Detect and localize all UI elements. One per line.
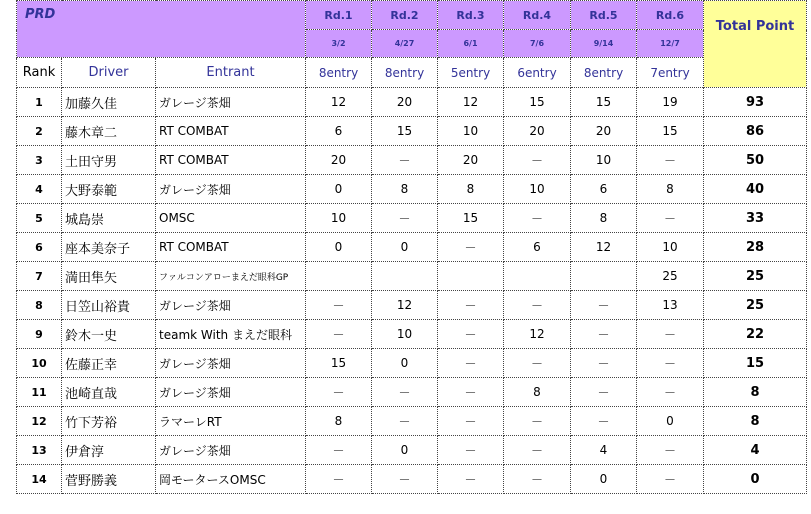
round-points: － bbox=[571, 320, 637, 349]
round-points: 8 bbox=[637, 175, 704, 204]
total-points: 86 bbox=[704, 117, 807, 146]
round-points: 12 bbox=[306, 88, 372, 117]
total-points: 28 bbox=[704, 233, 807, 262]
entrant-name: ガレージ茶畑 bbox=[156, 88, 306, 117]
round-points: － bbox=[571, 291, 637, 320]
rank-cell: 6 bbox=[17, 233, 62, 262]
rank-cell: 2 bbox=[17, 117, 62, 146]
round-entry-count: 8entry bbox=[372, 58, 438, 88]
round-points: － bbox=[504, 204, 571, 233]
round-points: － bbox=[637, 204, 704, 233]
round-points: － bbox=[306, 320, 372, 349]
table-row bbox=[17, 349, 807, 378]
round-points: 8 bbox=[438, 175, 504, 204]
table-row bbox=[17, 465, 807, 494]
round-points: － bbox=[637, 465, 704, 494]
round-points: － bbox=[438, 320, 504, 349]
driver-column-header: Driver bbox=[62, 58, 156, 88]
round-points: － bbox=[504, 291, 571, 320]
round-points: 20 bbox=[372, 88, 438, 117]
round-points: － bbox=[504, 407, 571, 436]
round-points: － bbox=[372, 378, 438, 407]
table-row bbox=[17, 291, 807, 320]
round-entry-count: 7entry bbox=[637, 58, 704, 88]
total-points: 4 bbox=[704, 436, 807, 465]
round-entry-count: 6entry bbox=[504, 58, 571, 88]
total-point-header: Total Point bbox=[704, 1, 807, 88]
round-points: － bbox=[372, 146, 438, 175]
round-points: － bbox=[571, 407, 637, 436]
driver-name: 大野泰範 bbox=[62, 175, 156, 204]
class-header-cell bbox=[17, 1, 306, 58]
entrant-name: ガレージ茶畑 bbox=[156, 349, 306, 378]
round-label: Rd.4 bbox=[504, 1, 571, 30]
round-points bbox=[372, 262, 438, 291]
total-points: 22 bbox=[704, 320, 807, 349]
round-points: 0 bbox=[306, 175, 372, 204]
rank-column-header: Rank bbox=[17, 58, 62, 88]
rank-cell: 7 bbox=[17, 262, 62, 291]
total-points: 40 bbox=[704, 175, 807, 204]
round-points: 10 bbox=[438, 117, 504, 146]
round-points bbox=[504, 262, 571, 291]
round-points: 15 bbox=[306, 349, 372, 378]
round-entry-count: 8entry bbox=[571, 58, 637, 88]
driver-name: 鈴木一史 bbox=[62, 320, 156, 349]
driver-name: 佐藤正幸 bbox=[62, 349, 156, 378]
round-points: 8 bbox=[372, 175, 438, 204]
round-points: 15 bbox=[372, 117, 438, 146]
entrant-name: teamk With まえだ眼科 bbox=[156, 320, 306, 349]
table-row bbox=[17, 146, 807, 175]
round-points: － bbox=[306, 291, 372, 320]
total-points: 8 bbox=[704, 407, 807, 436]
entrant-name: OMSC bbox=[156, 204, 306, 233]
total-points: 93 bbox=[704, 88, 807, 117]
round-points: － bbox=[306, 436, 372, 465]
round-points: 0 bbox=[637, 407, 704, 436]
round-points: 19 bbox=[637, 88, 704, 117]
driver-name: 日笠山裕貴 bbox=[62, 291, 156, 320]
round-points: 10 bbox=[571, 146, 637, 175]
round-date: 9/14 bbox=[571, 30, 637, 58]
round-points: 20 bbox=[571, 117, 637, 146]
rank-cell: 4 bbox=[17, 175, 62, 204]
round-points: 15 bbox=[438, 204, 504, 233]
table-row bbox=[17, 233, 807, 262]
driver-name: 満田隼矢 bbox=[62, 262, 156, 291]
round-date: 3/2 bbox=[306, 30, 372, 58]
rank-cell: 13 bbox=[17, 436, 62, 465]
entrant-name: ガレージ茶畑 bbox=[156, 175, 306, 204]
round-label: Rd.5 bbox=[571, 1, 637, 30]
table-row bbox=[17, 175, 807, 204]
round-points: 10 bbox=[372, 320, 438, 349]
total-points: 25 bbox=[704, 291, 807, 320]
entrant-name: ガレージ茶畑 bbox=[156, 378, 306, 407]
entrant-name: RT COMBAT bbox=[156, 146, 306, 175]
standings-table bbox=[16, 0, 807, 494]
total-points: 15 bbox=[704, 349, 807, 378]
round-points: 10 bbox=[504, 175, 571, 204]
round-points: － bbox=[637, 378, 704, 407]
rank-cell: 3 bbox=[17, 146, 62, 175]
round-points: 0 bbox=[571, 465, 637, 494]
round-points: － bbox=[571, 378, 637, 407]
round-points: － bbox=[637, 320, 704, 349]
round-points: － bbox=[571, 349, 637, 378]
round-date: 12/7 bbox=[637, 30, 704, 58]
round-points: － bbox=[637, 349, 704, 378]
round-points bbox=[438, 262, 504, 291]
round-points: － bbox=[438, 436, 504, 465]
rank-cell: 5 bbox=[17, 204, 62, 233]
round-points: － bbox=[504, 146, 571, 175]
entrant-column-header: Entrant bbox=[156, 58, 306, 88]
driver-name: 座本美奈子 bbox=[62, 233, 156, 262]
table-row bbox=[17, 320, 807, 349]
rank-cell: 8 bbox=[17, 291, 62, 320]
driver-name: 竹下芳裕 bbox=[62, 407, 156, 436]
round-date: 7/6 bbox=[504, 30, 571, 58]
round-points: 10 bbox=[306, 204, 372, 233]
round-points: － bbox=[306, 378, 372, 407]
round-points: 0 bbox=[306, 233, 372, 262]
round-points: 20 bbox=[504, 117, 571, 146]
round-points: 6 bbox=[306, 117, 372, 146]
entrant-name: RT COMBAT bbox=[156, 233, 306, 262]
total-points: 33 bbox=[704, 204, 807, 233]
entrant-name: ラマーレRT bbox=[156, 407, 306, 436]
round-points: － bbox=[438, 233, 504, 262]
round-points: － bbox=[504, 349, 571, 378]
round-points: － bbox=[637, 146, 704, 175]
round-label: Rd.2 bbox=[372, 1, 438, 30]
class-title: PRD bbox=[25, 7, 56, 22]
rank-cell: 10 bbox=[17, 349, 62, 378]
round-points: 10 bbox=[637, 233, 704, 262]
round-points: 0 bbox=[372, 233, 438, 262]
entrant-name: ガレージ茶畑 bbox=[156, 436, 306, 465]
rank-cell: 14 bbox=[17, 465, 62, 494]
round-points: － bbox=[372, 407, 438, 436]
total-points: 8 bbox=[704, 378, 807, 407]
entrant-name: ファルコンアローまえだ眼科GP bbox=[156, 262, 306, 291]
entrant-name: ガレージ茶畑 bbox=[156, 291, 306, 320]
round-date: 4/27 bbox=[372, 30, 438, 58]
round-points: 20 bbox=[438, 146, 504, 175]
round-points bbox=[571, 262, 637, 291]
round-points: 15 bbox=[504, 88, 571, 117]
round-points bbox=[306, 262, 372, 291]
round-points: － bbox=[438, 378, 504, 407]
driver-name: 加藤久佳 bbox=[62, 88, 156, 117]
round-points: － bbox=[637, 436, 704, 465]
round-label: Rd.6 bbox=[637, 1, 704, 30]
round-points: 6 bbox=[571, 175, 637, 204]
round-label: Rd.1 bbox=[306, 1, 372, 30]
table-row bbox=[17, 436, 807, 465]
table-row bbox=[17, 378, 807, 407]
round-points: 12 bbox=[571, 233, 637, 262]
round-points: 6 bbox=[504, 233, 571, 262]
round-points: － bbox=[306, 465, 372, 494]
round-points: － bbox=[372, 204, 438, 233]
round-points: － bbox=[504, 465, 571, 494]
round-points: － bbox=[438, 291, 504, 320]
driver-name: 城島崇 bbox=[62, 204, 156, 233]
driver-name: 池崎直哉 bbox=[62, 378, 156, 407]
rank-cell: 11 bbox=[17, 378, 62, 407]
total-points: 50 bbox=[704, 146, 807, 175]
round-label: Rd.3 bbox=[438, 1, 504, 30]
entrant-name: RT COMBAT bbox=[156, 117, 306, 146]
round-points: － bbox=[438, 407, 504, 436]
round-points: 8 bbox=[504, 378, 571, 407]
round-points: 15 bbox=[637, 117, 704, 146]
round-points: 15 bbox=[571, 88, 637, 117]
driver-name: 藤木章二 bbox=[62, 117, 156, 146]
rank-cell: 1 bbox=[17, 88, 62, 117]
round-points: － bbox=[438, 465, 504, 494]
round-entry-count: 5entry bbox=[438, 58, 504, 88]
round-points: 20 bbox=[306, 146, 372, 175]
round-points: － bbox=[438, 349, 504, 378]
round-date: 6/1 bbox=[438, 30, 504, 58]
table-row bbox=[17, 117, 807, 146]
table-row bbox=[17, 88, 807, 117]
round-points: 12 bbox=[438, 88, 504, 117]
driver-name: 菅野勝義 bbox=[62, 465, 156, 494]
table-row bbox=[17, 407, 807, 436]
rank-cell: 12 bbox=[17, 407, 62, 436]
round-points: 12 bbox=[504, 320, 571, 349]
round-points: 12 bbox=[372, 291, 438, 320]
round-points: － bbox=[372, 465, 438, 494]
round-entry-count: 8entry bbox=[306, 58, 372, 88]
round-points: 8 bbox=[306, 407, 372, 436]
round-points: 8 bbox=[571, 204, 637, 233]
round-points: 25 bbox=[637, 262, 704, 291]
total-points: 25 bbox=[704, 262, 807, 291]
table-row bbox=[17, 204, 807, 233]
round-points: 0 bbox=[372, 436, 438, 465]
total-points: 0 bbox=[704, 465, 807, 494]
entrant-name: 岡モータースOMSC bbox=[156, 465, 306, 494]
round-points: － bbox=[504, 436, 571, 465]
round-points: 13 bbox=[637, 291, 704, 320]
rank-cell: 9 bbox=[17, 320, 62, 349]
driver-name: 伊倉淳 bbox=[62, 436, 156, 465]
driver-name: 土田守男 bbox=[62, 146, 156, 175]
round-points: 0 bbox=[372, 349, 438, 378]
table-row bbox=[17, 262, 807, 291]
round-points: 4 bbox=[571, 436, 637, 465]
